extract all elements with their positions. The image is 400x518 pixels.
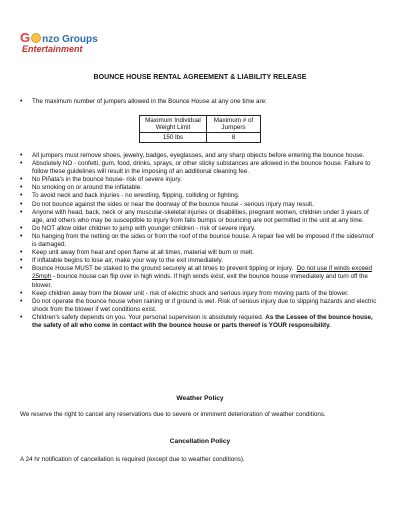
list-item: • All jumpers must remove shoes, jewelry, badges, eyeglasses, and any sharp objects before entering the bounce house. [20,152,378,160]
table-row [140,133,261,143]
list-item: • No hanging from the netting on the sides or from the roof of the bounce house. A repair fee will be imposed if the sides/roof is damaged. [20,233,378,249]
cancellation-paragraph: A 24 hr notification of cancellation is required (except due to weather conditions). [20,456,245,463]
intro-bullet: • The maximum number of jumpers allowed in the Bounce House at any one time are: [20,98,375,106]
list-item: • No smoking on or around the inflatable. [20,184,378,192]
intro-paragraph [20,98,375,106]
table-cell-jumpers: 8 [207,133,261,143]
logo-ball-icon [31,33,41,43]
list-item: • If inflatable begins to lose air, make your way to the exit immediately. [20,257,378,265]
table-header-weight: Maximum Individual Weight Limit [140,116,207,133]
logo-name: nzo Groups [42,34,98,45]
list-item: • Do not bounce against the sides or near the doorway of the bounce house - serious injury may result. [20,201,378,209]
list-item: • Absolutely NO - confetti, gum, food, drinks, sprays, or other sticky substances are allowed in the bounce house. Failure to follow these guidelines will result in the imposing of an additional cleaning fee. [20,160,378,176]
staking-text-after: - bounce house can flip over in high winds. If high winds exist, exit the bounce house immediately and turn off the blower. [32,273,368,289]
list-item: • Keep children away from the blower unit - risk of electric shock and serious injury from moving parts of the blower. [20,290,378,298]
list-item-staking [20,265,378,289]
table-header-jumpers: Maximum # of Jumpers [207,116,261,133]
cancellation-heading: Cancellation Policy [169,438,231,445]
list-item: • To avoid neck and back injuries - no wrestling, flipping, colliding or fighting. [20,192,378,200]
wind-warning: Do not use if winds exceed 25mph [32,265,372,281]
logo-letter-g: G [20,30,31,45]
list-item: • Anyone with head, back, neck or any muscular-skeletal injuries or disabilities, pregnant women, children under 3 years of age, and others who may be susceptible to injury from falls bumps or bouncing are not permitted in the unit at any time. [20,209,378,225]
lessee-responsibility: As the Lessee of the bounce house, the safety of all who come in contact with the bounce house or parts thereof is YOUR responsibility. [32,313,373,329]
table-header-row [140,116,261,133]
list-item: • Do NOT allow older children to jump with younger children - risk of severe injury. [20,225,378,233]
list-item-supervision [20,314,378,330]
weather-paragraph: We reserve the right to cancel any reservations due to severe or imminent deterioration of weather conditions. [20,411,326,418]
table-cell-weight: 150 lbs [140,133,207,143]
logo-tagline: Entertainment [22,44,83,54]
limits-table [139,115,261,143]
supervision-text: Children's safety depends on you. Your personal supervision is absolutely required. [32,313,264,321]
document-title: BOUNCE HOUSE RENTAL AGREEMENT & LIABILITY RELEASE [93,74,307,81]
list-item: • Keep unit away from heat and open flame at all times, material will burn or melt. [20,249,378,257]
company-logo [20,32,110,58]
weather-heading: Weather Policy [176,395,224,402]
list-item: • No Piñata's in the bounce house- risk of severe injury. [20,176,378,184]
staking-text: Bounce House MUST be staked to the ground securely at all times to prevent tipping or injury. [32,265,294,273]
rules-list [20,152,378,330]
list-item: • Do not operate the bounce house when raining or if ground is wet. Risk of serious injury due to slipping hazards and electric shock from the blower if wet conditions exist. [20,298,378,314]
